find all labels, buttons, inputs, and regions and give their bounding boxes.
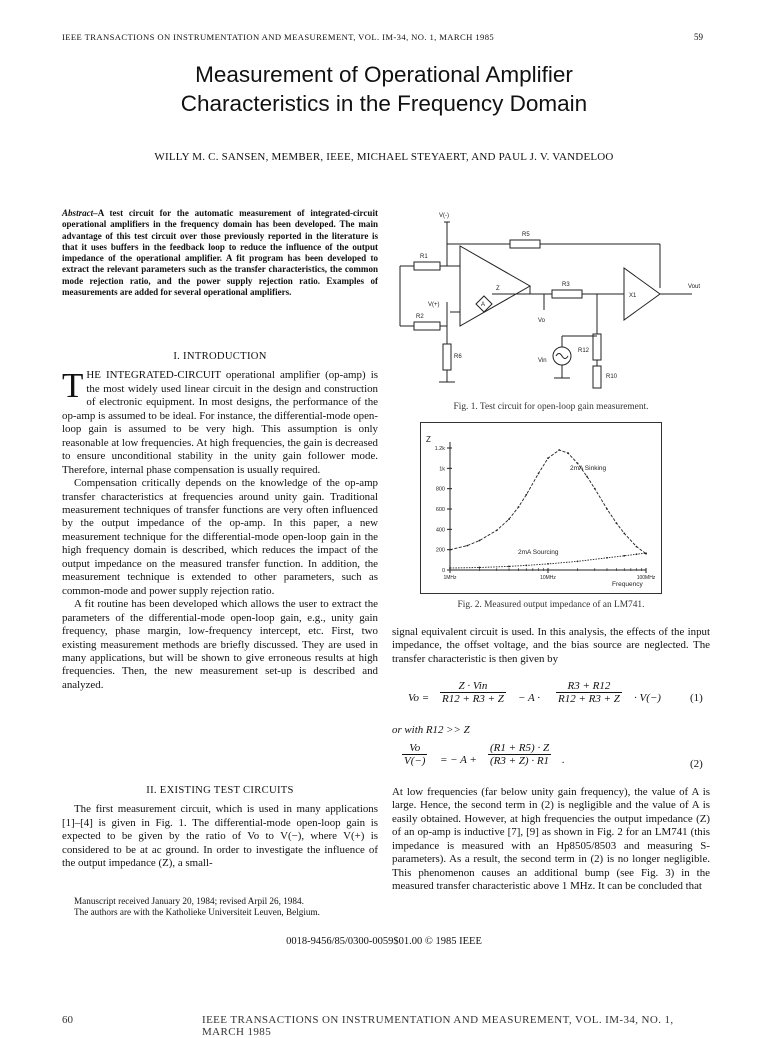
data-point xyxy=(567,452,569,454)
data-point xyxy=(496,529,498,531)
label-v-plus: V(+) xyxy=(428,302,440,308)
eq2-f1-num: Vo xyxy=(402,742,427,755)
chart-xlabel: Frequency xyxy=(612,581,643,588)
data-point xyxy=(508,518,510,520)
data-point xyxy=(538,473,540,475)
data-point xyxy=(606,508,608,510)
eq2-f2-den: (R3 + Z) · R1 xyxy=(490,755,550,767)
eq2-mid: = − A + xyxy=(440,754,477,766)
intro-paragraph-3: A fit routine has been developed which allows the user to extract the parameters of the differential-mode open-loop gain, e.g., unity gain frequency, phase margin, low-frequency intercept, etc. First, two existing measurement methods are briefly discussed. They are used in many applications, but will be shown to give erroneous results at high frequencies. Then, the new measurement set-up is described and analyzed. xyxy=(62,598,378,691)
label-r10: R10 xyxy=(606,374,618,380)
data-point xyxy=(508,566,510,568)
eq1-f1-num: Z · Vin xyxy=(440,680,506,693)
eq1-f2-num: R3 + R12 xyxy=(556,680,622,693)
intro-paragraph-1: HE INTEGRATED-CIRCUIT operational amplifier (op-amp) is the most widely used linear circuit in the design and construction of electronic equipment. In most designs, the performance of the op-amp is assumed to be ideal. For instance, the differential-mode open-loop gain is assumed to be very high. This assumption is only reasonable at low frequencies. At high frequencies, the gain is decreased to ensure unconditional stability in the unity gain follower mode. Therefore, internal phase compensation is usually required. xyxy=(62,369,378,476)
footnote xyxy=(62,896,378,919)
fig2-impedance-chart xyxy=(420,422,662,594)
eq1-mid: − A · xyxy=(518,692,540,704)
eq2-fraction-2 xyxy=(488,742,551,767)
label-x1: X1 xyxy=(629,293,637,299)
y-tick-label: 600 xyxy=(435,507,445,513)
abstract-lead: Abstract xyxy=(62,208,94,218)
equation-2 xyxy=(392,742,710,782)
data-point xyxy=(606,557,608,559)
label-r6: R6 xyxy=(454,354,462,360)
data-point xyxy=(449,549,451,551)
equation-1 xyxy=(392,680,710,720)
data-point xyxy=(623,555,625,557)
intro-paragraph-2: Compensation critically depends on the knowledge of the op-amp transfer characteristics at frequencies around unity gain. Traditional measurement techniques of transfer functions are very often influenced by the output impedance of the op-amp. In this paper, a new measurement technique for the differential-mode open-loop gain in the high frequency domain is described, which reduces the impact of the output impedance on the measured transfer function. In addition, the measurement technique is extended to other parameters, such as common-mode and power supply rejection ratio. xyxy=(62,477,378,597)
copyright-footer: 0018-9456/85/0300-0059$01.00 © 1985 IEEE xyxy=(286,936,482,947)
data-point xyxy=(449,567,451,569)
page-number: 59 xyxy=(694,32,703,42)
x-tick-label: 100MHz xyxy=(636,575,656,581)
data-point xyxy=(547,457,549,459)
y-tick-label: 0 xyxy=(441,568,445,574)
eq2-f2-num: (R1 + R5) · Z xyxy=(490,742,550,754)
eq2-number: (2) xyxy=(690,758,703,770)
data-point xyxy=(518,506,520,508)
series-label: 2mA Sinking xyxy=(570,465,607,472)
data-point xyxy=(616,522,618,524)
data-point xyxy=(479,567,481,569)
eq1-fraction-1 xyxy=(440,680,506,705)
section-heading: II. EXISTING TEST CIRCUITS xyxy=(146,785,294,796)
title-line-2: Characteristics in the Frequency Domain xyxy=(180,91,588,116)
data-point xyxy=(577,462,579,464)
paper-title xyxy=(60,60,708,118)
eq2-fraction-1 xyxy=(402,742,427,767)
y-tick-label: 800 xyxy=(435,486,445,493)
x-tick-label: 10MHz xyxy=(540,575,556,581)
label-r3: R3 xyxy=(562,282,570,288)
y-tick-label: 1.2k xyxy=(434,446,445,452)
section-heading: I. INTRODUCTION xyxy=(173,351,267,362)
data-point xyxy=(636,546,638,548)
label-vin: Vin xyxy=(538,358,547,364)
right-column-analysis: At low frequencies (far below unity gain frequency), the value of A is large. Hence, the second term in (2) is negligible and the value of A is easily obtained. However, at high frequencies the output impedance (Z) of an op-amp is inductive [7], [9] as shown in Fig. 2 for an LM741 (this impedance is measured with an Hp8505/8503 and measuring S-parameters). As a result, the second term in (2) is no longer negligible. This phenomenon causes an additional bump (see Fig. 3) in the measured transfer characteristic above 1 MHz. It can be concluded that xyxy=(392,786,710,893)
data-point xyxy=(466,545,468,547)
series-label: 2mA Sourcing xyxy=(518,549,559,556)
data-point xyxy=(623,533,625,535)
eq1-f2-den: R12 + R3 + Z xyxy=(558,693,620,705)
eq2-f1-den: V(−) xyxy=(404,755,426,767)
label-r5: R5 xyxy=(522,232,530,238)
data-point xyxy=(577,560,579,562)
y-tick-label: 200 xyxy=(435,547,445,554)
data-point xyxy=(594,488,596,490)
label-r12: R12 xyxy=(578,348,590,354)
label-vo: Vo xyxy=(538,318,546,324)
right-column-intro: signal equivalent circuit is used. In this analysis, the effects of the input impedance, the offset voltage, and the bias source are neglected. The transfer characteristic is then given by xyxy=(392,626,710,665)
footnote-affiliation: The authors are with the Katholieke Universiteit Leuven, Belgium. xyxy=(74,907,320,918)
section-introduction xyxy=(62,350,378,692)
eq1-number: (1) xyxy=(690,692,703,704)
series-line-sinking xyxy=(450,450,646,554)
abstract xyxy=(62,208,378,298)
chart-ylabel: Z xyxy=(426,435,431,444)
y-tick-label: 1k xyxy=(439,466,445,473)
data-point xyxy=(558,449,560,451)
data-point xyxy=(525,565,527,567)
data-point xyxy=(479,540,481,542)
label-vout: Vout xyxy=(688,284,701,290)
author-list: WILLY M. C. SANSEN, MEMBER, IEEE, MICHAEL STEYAERT, AND PAUL J. V. VANDELOO xyxy=(154,151,614,163)
eq2-tail: . xyxy=(562,754,565,766)
fig1-circuit-diagram xyxy=(392,206,710,398)
drop-cap: T xyxy=(62,366,84,406)
data-point xyxy=(525,494,527,496)
next-page-number: 60 xyxy=(62,1014,73,1026)
title-line-1: Measurement of Operational Amplifier xyxy=(195,62,573,87)
fig1-caption: Fig. 1. Test circuit for open-loop gain measurement. xyxy=(453,402,649,412)
label-r2: R2 xyxy=(416,314,424,320)
data-point xyxy=(645,552,647,554)
eq1-fraction-2 xyxy=(556,680,622,705)
next-page-journal: IEEE TRANSACTIONS ON INSTRUMENTATION AND MEASUREMENT, VOL. IM-34, NO. 1, MARCH 1985 xyxy=(202,1014,674,1038)
section-existing-circuits xyxy=(62,784,378,871)
y-tick-label: 400 xyxy=(435,527,445,534)
x-tick-label: 1MHz xyxy=(443,575,457,581)
label-r1: R1 xyxy=(420,254,428,260)
eq1-tail: · V(−) xyxy=(634,692,661,704)
existing-paragraph-1: The first measurement circuit, which is used in many applications [1]–[4] is given in Fig. 1. The differential-mode open-loop gain is expected to be given by the ratio of Vo to V(−), where V(+) is considered to be at ac ground. In order to investigate the influence of the output impedance (Z), a small- xyxy=(62,803,378,870)
label-z: Z xyxy=(496,286,500,292)
fig2-caption: Fig. 2. Measured output impedance of an LM741. xyxy=(457,600,645,610)
or-with-condition: or with R12 >> Z xyxy=(392,724,470,736)
data-point xyxy=(547,563,549,565)
eq1-f1-den: R12 + R3 + Z xyxy=(442,693,504,705)
abstract-text: –A test circuit for the automatic measurement of integrated-circuit operational amplifiers in the frequency domain has been developed. The main advantage of this test circuit over those previously reported in the literature is that it uses buffers in the feedback loop to reduce the influence of the output impedance of the operational amplifier. A fit program has been developed to extract the relevant parameters such as the transfer characteristics, the common mode rejection ratio, and the power supply rejection ratio. Examples of measurements are added for several operational amplifiers. xyxy=(62,208,378,298)
label-a: A xyxy=(481,302,486,308)
data-point xyxy=(636,553,638,555)
data-point xyxy=(586,476,588,478)
running-header: IEEE TRANSACTIONS ON INSTRUMENTATION AND MEASUREMENT, VOL. IM-34, NO. 1, MARCH 1985 xyxy=(62,32,495,42)
eq1-lhs: Vo = xyxy=(408,692,430,704)
label-v-minus: V(-) xyxy=(439,213,449,219)
footnote-received: Manuscript received January 20, 1984; revised Arpil 26, 1984. xyxy=(74,896,304,906)
